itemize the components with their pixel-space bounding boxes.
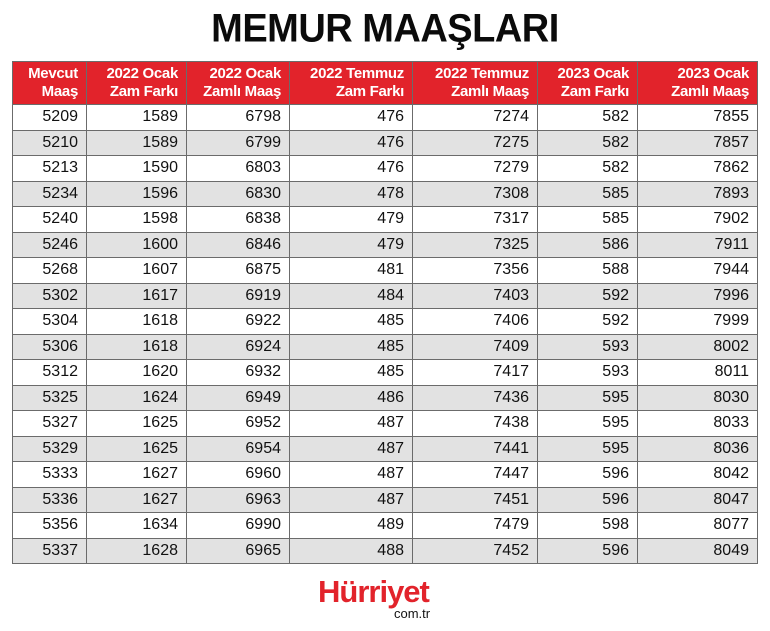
table-cell: 8047 <box>638 487 758 513</box>
table-cell: 6799 <box>187 130 290 156</box>
table-cell: 487 <box>290 462 413 488</box>
table-cell: 8011 <box>638 360 758 386</box>
table-cell: 596 <box>538 538 638 564</box>
column-header-line2: Zamlı Maaş <box>203 83 281 100</box>
table-cell: 7403 <box>413 283 538 309</box>
table-cell: 487 <box>290 436 413 462</box>
table-cell: 7406 <box>413 309 538 335</box>
table-cell: 1596 <box>87 181 187 207</box>
table-cell: 593 <box>538 360 638 386</box>
table-cell: 1589 <box>87 105 187 131</box>
table-cell: 8002 <box>638 334 758 360</box>
table-cell: 488 <box>290 538 413 564</box>
table-row <box>13 487 758 513</box>
table-cell: 1625 <box>87 436 187 462</box>
table-cell: 476 <box>290 130 413 156</box>
table-cell: 476 <box>290 105 413 131</box>
table-cell: 582 <box>538 130 638 156</box>
table-cell: 6830 <box>187 181 290 207</box>
table-cell: 1634 <box>87 513 187 539</box>
table-cell: 5329 <box>13 436 87 462</box>
table-cell: 476 <box>290 156 413 182</box>
table-row <box>13 130 758 156</box>
table-cell: 6960 <box>187 462 290 488</box>
table-cell: 6846 <box>187 232 290 258</box>
table-cell: 1627 <box>87 462 187 488</box>
table-cell: 7999 <box>638 309 758 335</box>
logo-wordmark: Hürriyet <box>318 574 429 609</box>
table-cell: 595 <box>538 436 638 462</box>
table-cell: 5306 <box>13 334 87 360</box>
column-header-line2: Zam Farkı <box>335 83 404 100</box>
table-cell: 7862 <box>638 156 758 182</box>
table-cell: 7325 <box>413 232 538 258</box>
column-header-line2: Zamlı Maaş <box>671 83 749 100</box>
table-cell: 7279 <box>413 156 538 182</box>
table-cell: 6919 <box>187 283 290 309</box>
table-cell: 586 <box>538 232 638 258</box>
column-header-line2: Maaş <box>41 83 78 100</box>
table-cell: 7409 <box>413 334 538 360</box>
table-cell: 6965 <box>187 538 290 564</box>
table-row <box>13 105 758 131</box>
table-cell: 7451 <box>413 487 538 513</box>
table-cell: 7356 <box>413 258 538 284</box>
table-row <box>13 462 758 488</box>
table-cell: 6954 <box>187 436 290 462</box>
table-row <box>13 207 758 233</box>
table-cell: 1589 <box>87 130 187 156</box>
table-cell: 6803 <box>187 156 290 182</box>
table-row <box>13 309 758 335</box>
table-cell: 582 <box>538 156 638 182</box>
table-cell: 585 <box>538 207 638 233</box>
table-cell: 5209 <box>13 105 87 131</box>
table-cell: 595 <box>538 385 638 411</box>
table-cell: 7274 <box>413 105 538 131</box>
table-cell: 1620 <box>87 360 187 386</box>
table-cell: 588 <box>538 258 638 284</box>
table-cell: 6952 <box>187 411 290 437</box>
table-cell: 1628 <box>87 538 187 564</box>
table-cell: 5325 <box>13 385 87 411</box>
table-cell: 592 <box>538 309 638 335</box>
table-cell: 7911 <box>638 232 758 258</box>
table-header-row <box>13 62 758 105</box>
table-cell: 5302 <box>13 283 87 309</box>
column-header-line1: 2022 Ocak <box>209 65 281 82</box>
table-cell: 8033 <box>638 411 758 437</box>
table-cell: 8036 <box>638 436 758 462</box>
table-cell: 484 <box>290 283 413 309</box>
table-cell: 7857 <box>638 130 758 156</box>
table-cell: 5333 <box>13 462 87 488</box>
table-cell: 489 <box>290 513 413 539</box>
table-cell: 7441 <box>413 436 538 462</box>
table-cell: 5268 <box>13 258 87 284</box>
table-cell: 7893 <box>638 181 758 207</box>
table-cell: 485 <box>290 334 413 360</box>
column-header-line1: 2022 Temmuz <box>310 65 404 82</box>
table-cell: 5356 <box>13 513 87 539</box>
table-cell: 1617 <box>87 283 187 309</box>
table-cell: 596 <box>538 487 638 513</box>
table-cell: 7996 <box>638 283 758 309</box>
logo-domain: com.tr <box>394 606 431 621</box>
table-cell: 7447 <box>413 462 538 488</box>
column-header <box>187 62 290 105</box>
table-cell: 487 <box>290 487 413 513</box>
table-cell: 1624 <box>87 385 187 411</box>
table-cell: 8077 <box>638 513 758 539</box>
table-row <box>13 181 758 207</box>
table-cell: 7479 <box>413 513 538 539</box>
column-header-line2: Zam Farkı <box>560 83 629 100</box>
table-cell: 8049 <box>638 538 758 564</box>
table-row <box>13 513 758 539</box>
table-cell: 5213 <box>13 156 87 182</box>
table-row <box>13 436 758 462</box>
table-cell: 479 <box>290 207 413 233</box>
table-cell: 479 <box>290 232 413 258</box>
table-row <box>13 283 758 309</box>
table-cell: 485 <box>290 309 413 335</box>
table-cell: 596 <box>538 462 638 488</box>
table-cell: 592 <box>538 283 638 309</box>
column-header <box>87 62 187 105</box>
table-cell: 486 <box>290 385 413 411</box>
table-cell: 582 <box>538 105 638 131</box>
table-cell: 6963 <box>187 487 290 513</box>
column-header-line1: 2022 Temmuz <box>435 65 529 82</box>
table-cell: 1618 <box>87 309 187 335</box>
table-cell: 5240 <box>13 207 87 233</box>
table-cell: 585 <box>538 181 638 207</box>
column-header-line2: Zam Farkı <box>109 83 178 100</box>
table-cell: 7438 <box>413 411 538 437</box>
table-cell: 5304 <box>13 309 87 335</box>
table-cell: 7944 <box>638 258 758 284</box>
table-cell: 1618 <box>87 334 187 360</box>
table-cell: 5337 <box>13 538 87 564</box>
table-cell: 6949 <box>187 385 290 411</box>
table-cell: 7452 <box>413 538 538 564</box>
table-cell: 593 <box>538 334 638 360</box>
table-cell: 6922 <box>187 309 290 335</box>
table-row <box>13 360 758 386</box>
column-header <box>638 62 758 105</box>
hurriyet-logo <box>318 574 458 624</box>
table-cell: 7308 <box>413 181 538 207</box>
salary-table <box>12 61 758 564</box>
column-header <box>538 62 638 105</box>
table-cell: 6990 <box>187 513 290 539</box>
table-cell: 8042 <box>638 462 758 488</box>
table-cell: 5327 <box>13 411 87 437</box>
table-cell: 487 <box>290 411 413 437</box>
table-cell: 5210 <box>13 130 87 156</box>
table-body <box>13 105 758 564</box>
table-row <box>13 411 758 437</box>
table-cell: 598 <box>538 513 638 539</box>
table-cell: 8030 <box>638 385 758 411</box>
table-cell: 1625 <box>87 411 187 437</box>
table-cell: 6838 <box>187 207 290 233</box>
table-cell: 1600 <box>87 232 187 258</box>
table-cell: 6932 <box>187 360 290 386</box>
column-header <box>413 62 538 105</box>
table-cell: 7436 <box>413 385 538 411</box>
page-title: MEMUR MAAŞLARI <box>211 6 559 52</box>
column-header-line2: Zamlı Maaş <box>451 83 529 100</box>
table-cell: 7417 <box>413 360 538 386</box>
table-cell: 7902 <box>638 207 758 233</box>
table-cell: 1598 <box>87 207 187 233</box>
table-cell: 481 <box>290 258 413 284</box>
table-cell: 1607 <box>87 258 187 284</box>
column-header-line1: 2022 Ocak <box>106 65 178 82</box>
column-header-line1: 2023 Ocak <box>677 65 749 82</box>
column-header-line1: Mevcut <box>28 65 78 82</box>
table-cell: 478 <box>290 181 413 207</box>
table-cell: 6924 <box>187 334 290 360</box>
table-cell: 5246 <box>13 232 87 258</box>
table-row <box>13 538 758 564</box>
table-cell: 595 <box>538 411 638 437</box>
table-cell: 1590 <box>87 156 187 182</box>
column-header <box>290 62 413 105</box>
column-header <box>13 62 87 105</box>
table-row <box>13 385 758 411</box>
table-row <box>13 232 758 258</box>
table-cell: 7317 <box>413 207 538 233</box>
table-row <box>13 258 758 284</box>
table-cell: 7855 <box>638 105 758 131</box>
table-row <box>13 334 758 360</box>
table-cell: 7275 <box>413 130 538 156</box>
table-row <box>13 156 758 182</box>
table-cell: 1627 <box>87 487 187 513</box>
table-cell: 6798 <box>187 105 290 131</box>
column-header-line1: 2023 Ocak <box>557 65 629 82</box>
table-cell: 5234 <box>13 181 87 207</box>
table-cell: 5336 <box>13 487 87 513</box>
table-cell: 6875 <box>187 258 290 284</box>
table-cell: 5312 <box>13 360 87 386</box>
table-cell: 485 <box>290 360 413 386</box>
